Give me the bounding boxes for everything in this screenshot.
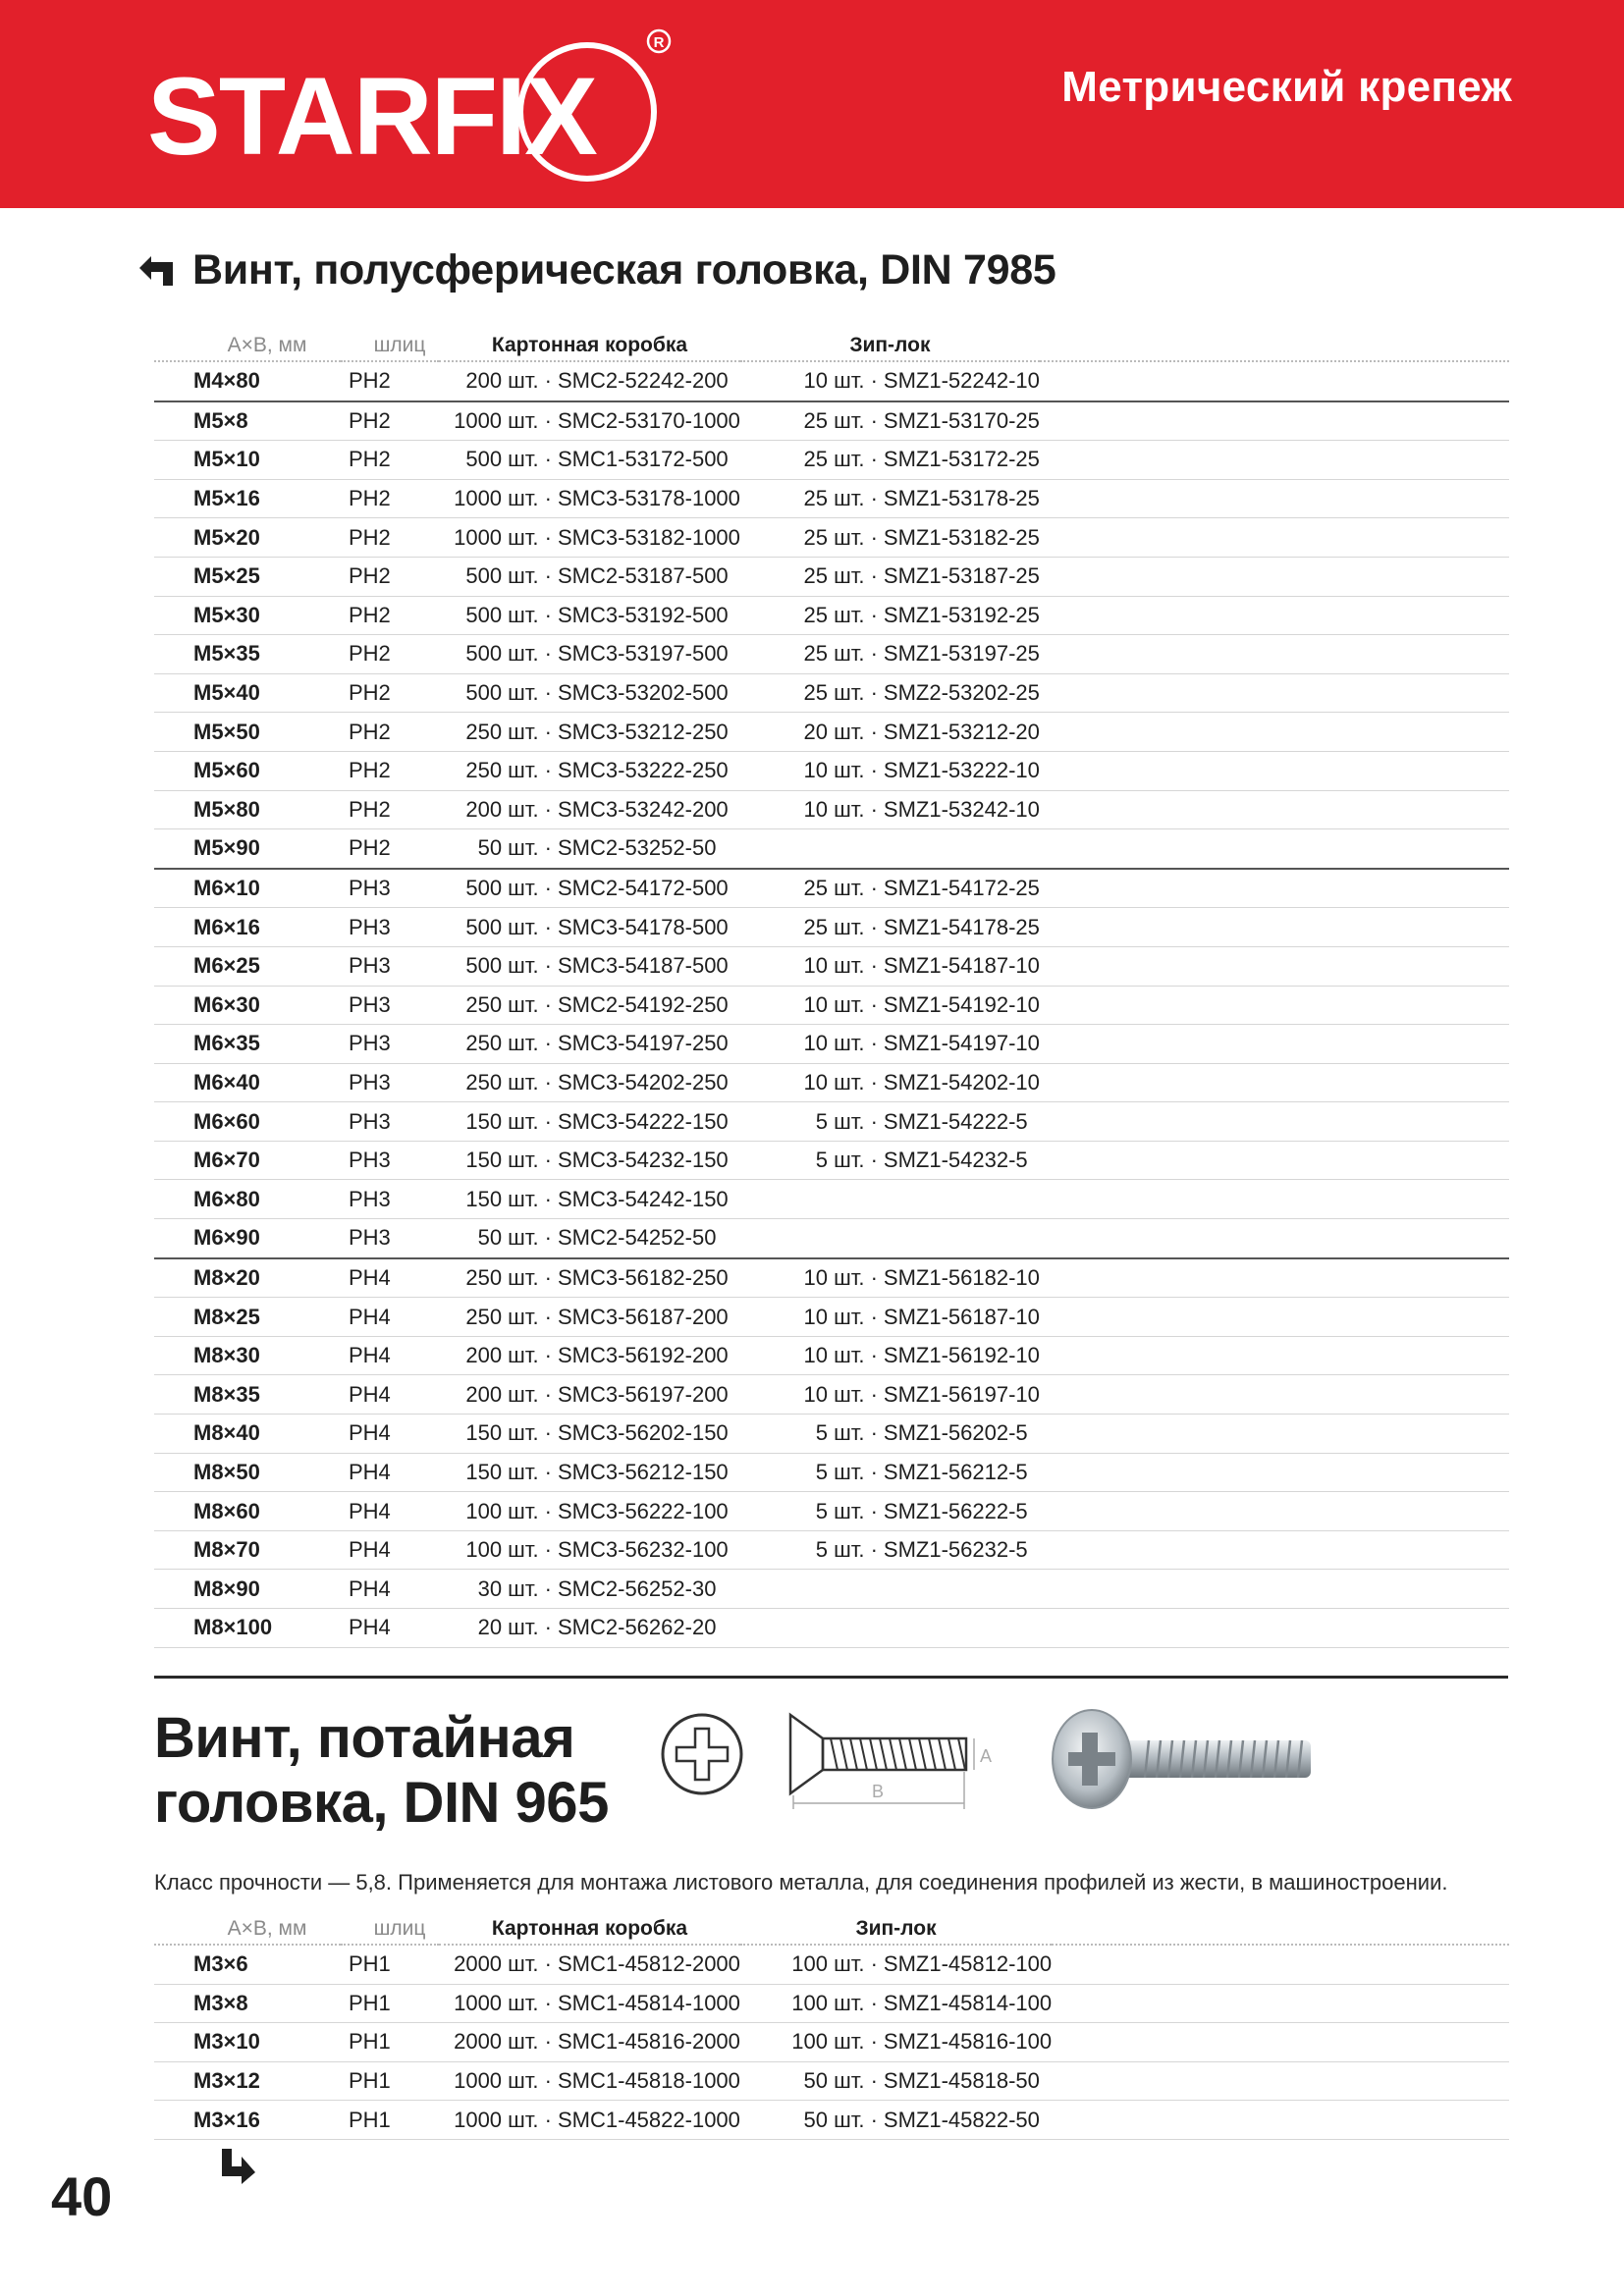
- table-row: [154, 908, 1509, 947]
- box-cell: 1000 шт. · SMC1-45818-1000: [439, 2061, 740, 2101]
- table-row: [154, 1336, 1509, 1375]
- slot-cell: PH4: [341, 1530, 439, 1570]
- zip-cell: [740, 1219, 1040, 1258]
- slot-cell: PH4: [341, 1415, 439, 1454]
- size-cell: M5×60: [154, 751, 341, 790]
- zip-cell: 100 шт. · SMZ1-45816-100: [740, 2023, 1052, 2062]
- slot-cell: PH4: [341, 1453, 439, 1492]
- table-row: [154, 1530, 1509, 1570]
- screw-schematic-icon: [790, 1715, 992, 1809]
- slot-cell: PH2: [341, 361, 439, 401]
- size-cell: M6×70: [154, 1141, 341, 1180]
- col-box-header: Картонная коробка: [439, 1914, 740, 1945]
- box-cell: 1000 шт. · SMC1-45822-1000: [439, 2101, 740, 2140]
- header-banner: [0, 0, 1624, 208]
- zip-cell: 25 шт. · SMZ1-54178-25: [740, 908, 1040, 947]
- zip-cell: 25 шт. · SMZ1-53197-25: [740, 635, 1040, 674]
- zip-cell: 5 шт. · SMZ1-56202-5: [740, 1415, 1040, 1454]
- col-zip-header: Зип-лок: [740, 331, 1040, 361]
- zip-cell: 10 шт. · SMZ1-54187-10: [740, 946, 1040, 986]
- size-cell: M5×10: [154, 441, 341, 480]
- size-cell: M8×25: [154, 1298, 341, 1337]
- size-cell: M8×35: [154, 1375, 341, 1415]
- size-cell: M6×30: [154, 986, 341, 1025]
- product2-table: [154, 1914, 1509, 2140]
- zip-cell: 10 шт. · SMZ1-54192-10: [740, 986, 1040, 1025]
- size-cell: M5×16: [154, 479, 341, 518]
- box-cell: 500 шт. · SMC3-54187-500: [439, 946, 740, 986]
- phillips-head-icon: [663, 1715, 741, 1793]
- zip-cell: 25 шт. · SMZ1-53182-25: [740, 518, 1040, 558]
- size-cell: M4×80: [154, 361, 341, 401]
- size-cell: M8×100: [154, 1609, 341, 1648]
- zip-cell: [740, 1180, 1040, 1219]
- slot-cell: PH4: [341, 1258, 439, 1298]
- table-row: [154, 1298, 1509, 1337]
- zip-cell: [740, 1570, 1040, 1609]
- table-row: [154, 713, 1509, 752]
- table-row: [154, 2023, 1509, 2062]
- col-size-header: A×B, мм: [154, 331, 341, 361]
- slot-cell: PH1: [341, 1945, 439, 1984]
- table-row: [154, 1180, 1509, 1219]
- zip-cell: 10 шт. · SMZ1-53242-10: [740, 790, 1040, 829]
- size-cell: M5×35: [154, 635, 341, 674]
- zip-cell: 10 шт. · SMZ1-52242-10: [740, 361, 1040, 401]
- product1-title: Винт, полусферическая головка, DIN 7985: [192, 245, 1056, 294]
- zip-cell: 5 шт. · SMZ1-56212-5: [740, 1453, 1040, 1492]
- zip-cell: 50 шт. · SMZ1-45818-50: [740, 2061, 1052, 2101]
- zip-cell: 20 шт. · SMZ1-53212-20: [740, 713, 1040, 752]
- box-cell: 150 шт. · SMC3-56212-150: [439, 1453, 740, 1492]
- box-cell: 100 шт. · SMC3-56222-100: [439, 1492, 740, 1531]
- box-cell: 1000 шт. · SMC3-53182-1000: [439, 518, 740, 558]
- box-cell: 2000 шт. · SMC1-45812-2000: [439, 1945, 740, 1984]
- zip-cell: 10 шт. · SMZ1-56182-10: [740, 1258, 1040, 1298]
- slot-cell: PH4: [341, 1609, 439, 1648]
- box-cell: 150 шт. · SMC3-54242-150: [439, 1180, 740, 1219]
- box-cell: 500 шт. · SMC1-53172-500: [439, 441, 740, 480]
- size-cell: M5×8: [154, 401, 341, 441]
- table-row: [154, 790, 1509, 829]
- size-cell: M6×60: [154, 1102, 341, 1142]
- zip-cell: 5 шт. · SMZ1-54232-5: [740, 1141, 1040, 1180]
- slot-cell: PH2: [341, 673, 439, 713]
- screw-photo-icon: [1053, 1710, 1311, 1808]
- table-row: [154, 1945, 1509, 1984]
- svg-text:B: B: [872, 1782, 885, 1801]
- box-cell: 1000 шт. · SMC3-53178-1000: [439, 479, 740, 518]
- table-row: [154, 1492, 1509, 1531]
- slot-cell: PH4: [341, 1298, 439, 1337]
- slot-cell: PH2: [341, 713, 439, 752]
- table-row: [154, 751, 1509, 790]
- box-cell: 250 шт. · SMC3-53222-250: [439, 751, 740, 790]
- size-cell: M6×25: [154, 946, 341, 986]
- slot-cell: PH2: [341, 635, 439, 674]
- box-cell: 20 шт. · SMC2-56262-20: [439, 1609, 740, 1648]
- svg-text:STARFIX: STARFIX: [147, 55, 596, 178]
- box-cell: 200 шт. · SMC3-56192-200: [439, 1336, 740, 1375]
- slot-cell: PH2: [341, 790, 439, 829]
- table-row: [154, 1570, 1509, 1609]
- slot-cell: PH3: [341, 1063, 439, 1102]
- product1-table: [154, 331, 1509, 1648]
- size-cell: M6×35: [154, 1025, 341, 1064]
- slot-cell: PH4: [341, 1492, 439, 1531]
- table-row: [154, 986, 1509, 1025]
- box-cell: 500 шт. · SMC3-53192-500: [439, 596, 740, 635]
- box-cell: 500 шт. · SMC3-53202-500: [439, 673, 740, 713]
- slot-cell: PH3: [341, 869, 439, 908]
- box-cell: 500 шт. · SMC3-54178-500: [439, 908, 740, 947]
- box-cell: 30 шт. · SMC2-56252-30: [439, 1570, 740, 1609]
- table-row: [154, 635, 1509, 674]
- box-cell: 1000 шт. · SMC1-45814-1000: [439, 1984, 740, 2023]
- box-cell: 250 шт. · SMC3-56182-250: [439, 1258, 740, 1298]
- box-cell: 500 шт. · SMC2-54172-500: [439, 869, 740, 908]
- table-row: [154, 1609, 1509, 1648]
- slot-cell: PH2: [341, 596, 439, 635]
- size-cell: M6×10: [154, 869, 341, 908]
- page-number: 40: [51, 2165, 113, 2227]
- slot-cell: PH2: [341, 557, 439, 596]
- slot-cell: PH2: [341, 751, 439, 790]
- table-row: [154, 596, 1509, 635]
- svg-text:A: A: [980, 1746, 993, 1766]
- box-cell: 200 шт. · SMC3-53242-200: [439, 790, 740, 829]
- size-cell: M6×90: [154, 1219, 341, 1258]
- box-cell: 250 шт. · SMC2-54192-250: [439, 986, 740, 1025]
- zip-cell: 10 шт. · SMZ1-53222-10: [740, 751, 1040, 790]
- zip-cell: 25 шт. · SMZ2-53202-25: [740, 673, 1040, 713]
- table-row: [154, 869, 1509, 908]
- size-cell: M5×90: [154, 829, 341, 869]
- table-row: [154, 1141, 1509, 1180]
- table-row: [154, 1258, 1509, 1298]
- return-arrow-icon: [137, 250, 177, 290]
- table-row: [154, 401, 1509, 441]
- section-divider: [154, 1676, 1508, 1679]
- table-row: [154, 1219, 1509, 1258]
- table-row: [154, 2061, 1509, 2101]
- box-cell: 150 шт. · SMC3-54222-150: [439, 1102, 740, 1142]
- size-cell: M8×30: [154, 1336, 341, 1375]
- slot-cell: PH3: [341, 1219, 439, 1258]
- box-cell: 200 шт. · SMC2-52242-200: [439, 361, 740, 401]
- table-row: [154, 441, 1509, 480]
- table-row: [154, 1063, 1509, 1102]
- box-cell: 250 шт. · SMC3-53212-250: [439, 713, 740, 752]
- zip-cell: [740, 829, 1040, 869]
- size-cell: M5×20: [154, 518, 341, 558]
- size-cell: M8×70: [154, 1530, 341, 1570]
- table-row: [154, 518, 1509, 558]
- zip-cell: 5 шт. · SMZ1-56222-5: [740, 1492, 1040, 1531]
- zip-cell: 25 шт. · SMZ1-53187-25: [740, 557, 1040, 596]
- product2-title: Винт, потайная головка, DIN 965: [154, 1706, 609, 1835]
- zip-cell: 25 шт. · SMZ1-53178-25: [740, 479, 1040, 518]
- size-cell: M8×40: [154, 1415, 341, 1454]
- box-cell: 250 шт. · SMC3-56187-200: [439, 1298, 740, 1337]
- section-label: Метрический крепеж: [1061, 63, 1512, 111]
- size-cell: M3×10: [154, 2023, 341, 2062]
- zip-cell: [740, 1609, 1040, 1648]
- table-row: [154, 479, 1509, 518]
- slot-cell: PH3: [341, 1025, 439, 1064]
- table-row: [154, 829, 1509, 869]
- size-cell: M3×6: [154, 1945, 341, 1984]
- table-row: [154, 557, 1509, 596]
- size-cell: M6×40: [154, 1063, 341, 1102]
- slot-cell: PH3: [341, 1180, 439, 1219]
- box-cell: 150 шт. · SMC3-56202-150: [439, 1415, 740, 1454]
- size-cell: M8×50: [154, 1453, 341, 1492]
- slot-cell: PH1: [341, 2101, 439, 2140]
- slot-cell: PH3: [341, 946, 439, 986]
- size-cell: M5×30: [154, 596, 341, 635]
- zip-cell: 100 шт. · SMZ1-45814-100: [740, 1984, 1052, 2023]
- product2-description: Класс прочности — 5,8. Применяется для монтажа листового металла, для соединения профилей из жести, в машиностроении.: [154, 1870, 1448, 1895]
- table-row: [154, 946, 1509, 986]
- slot-cell: PH4: [341, 1336, 439, 1375]
- table-row: [154, 1984, 1509, 2023]
- svg-text:R: R: [653, 34, 665, 51]
- table-row: [154, 1025, 1509, 1064]
- zip-cell: 10 шт. · SMZ1-54202-10: [740, 1063, 1040, 1102]
- zip-cell: 10 шт. · SMZ1-56197-10: [740, 1375, 1040, 1415]
- size-cell: M8×60: [154, 1492, 341, 1531]
- zip-cell: 5 шт. · SMZ1-56232-5: [740, 1530, 1040, 1570]
- col-size-header: A×B, мм: [154, 1914, 341, 1945]
- zip-cell: 25 шт. · SMZ1-53192-25: [740, 596, 1040, 635]
- zip-cell: 50 шт. · SMZ1-45822-50: [740, 2101, 1052, 2140]
- table-row: [154, 1102, 1509, 1142]
- table-row: [154, 1453, 1509, 1492]
- continue-arrow-icon: [218, 2145, 257, 2184]
- size-cell: M3×12: [154, 2061, 341, 2101]
- slot-cell: PH3: [341, 986, 439, 1025]
- slot-cell: PH2: [341, 479, 439, 518]
- size-cell: M5×25: [154, 557, 341, 596]
- slot-cell: PH2: [341, 829, 439, 869]
- slot-cell: PH1: [341, 2061, 439, 2101]
- size-cell: M6×80: [154, 1180, 341, 1219]
- table-row: [154, 361, 1509, 401]
- slot-cell: PH3: [341, 908, 439, 947]
- size-cell: M5×40: [154, 673, 341, 713]
- slot-cell: PH1: [341, 2023, 439, 2062]
- box-cell: 50 шт. · SMC2-53252-50: [439, 829, 740, 869]
- box-cell: 500 шт. · SMC3-53197-500: [439, 635, 740, 674]
- zip-cell: 10 шт. · SMZ1-56187-10: [740, 1298, 1040, 1337]
- zip-cell: 25 шт. · SMZ1-53170-25: [740, 401, 1040, 441]
- box-cell: 2000 шт. · SMC1-45816-2000: [439, 2023, 740, 2062]
- zip-cell: 25 шт. · SMZ1-54172-25: [740, 869, 1040, 908]
- slot-cell: PH3: [341, 1102, 439, 1142]
- slot-cell: PH4: [341, 1570, 439, 1609]
- size-cell: M6×16: [154, 908, 341, 947]
- zip-cell: 10 шт. · SMZ1-56192-10: [740, 1336, 1040, 1375]
- zip-cell: 5 шт. · SMZ1-54222-5: [740, 1102, 1040, 1142]
- slot-cell: PH2: [341, 401, 439, 441]
- size-cell: M8×90: [154, 1570, 341, 1609]
- table-row: [154, 673, 1509, 713]
- box-cell: 200 шт. · SMC3-56197-200: [439, 1375, 740, 1415]
- slot-cell: PH2: [341, 518, 439, 558]
- size-cell: M3×8: [154, 1984, 341, 2023]
- slot-cell: PH4: [341, 1375, 439, 1415]
- box-cell: 50 шт. · SMC2-54252-50: [439, 1219, 740, 1258]
- box-cell: 500 шт. · SMC2-53187-500: [439, 557, 740, 596]
- box-cell: 250 шт. · SMC3-54202-250: [439, 1063, 740, 1102]
- table-row: [154, 2101, 1509, 2140]
- col-zip-header: Зип-лок: [740, 1914, 1052, 1945]
- table-row: [154, 1375, 1509, 1415]
- table-row: [154, 1415, 1509, 1454]
- screw-illustrations: [658, 1693, 1326, 1831]
- col-box-header: Картонная коробка: [439, 331, 740, 361]
- box-cell: 150 шт. · SMC3-54232-150: [439, 1141, 740, 1180]
- slot-cell: PH2: [341, 441, 439, 480]
- size-cell: M5×80: [154, 790, 341, 829]
- slot-cell: PH3: [341, 1141, 439, 1180]
- zip-cell: 25 шт. · SMZ1-53172-25: [740, 441, 1040, 480]
- col-slot-header: шлиц: [341, 331, 439, 361]
- zip-cell: 100 шт. · SMZ1-45812-100: [740, 1945, 1052, 1984]
- box-cell: 1000 шт. · SMC2-53170-1000: [439, 401, 740, 441]
- box-cell: 100 шт. · SMC3-56232-100: [439, 1530, 740, 1570]
- starfix-logo: [147, 22, 677, 188]
- size-cell: M8×20: [154, 1258, 341, 1298]
- zip-cell: 10 шт. · SMZ1-54197-10: [740, 1025, 1040, 1064]
- product1-heading: [137, 236, 1056, 304]
- col-slot-header: шлиц: [341, 1914, 439, 1945]
- box-cell: 250 шт. · SMC3-54197-250: [439, 1025, 740, 1064]
- slot-cell: PH1: [341, 1984, 439, 2023]
- size-cell: M3×16: [154, 2101, 341, 2140]
- size-cell: M5×50: [154, 713, 341, 752]
